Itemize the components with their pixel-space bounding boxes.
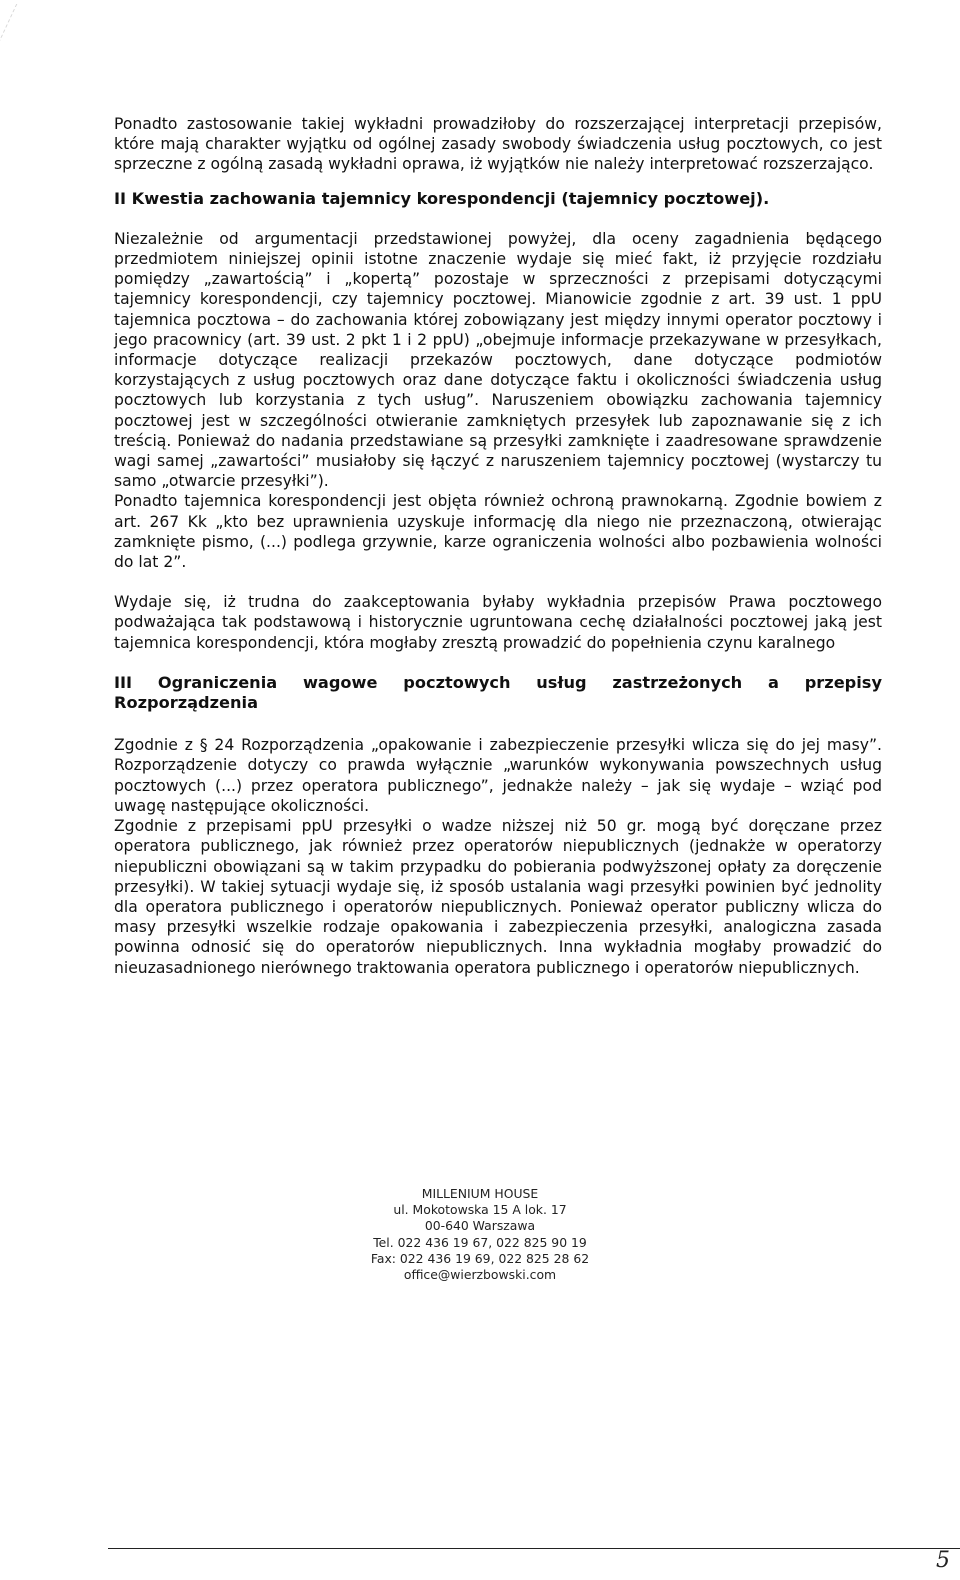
paragraph-regulation: Zgodnie z § 24 Rozporządzenia „opakowanie i zabezpieczenie przesyłki wlicza się do jej masy”. Rozporządzenie dotyczy co prawda wyłącznie „warunków wykonywania powszechnych usług pocztowych (...) przez operatora publicznego”, jednakże należy – jak się wydaje – wziąć pod uwagę następujące okoliczności. [114, 736, 882, 815]
paragraph-interpretation: Ponadto zastosowanie takiej wykładni prowadziłoby do rozszerzającej interpretacji przepisów, które mają charakter wyjątku od ogólnej zasady swobody świadczenia usług pocztowych, co jest sprzeczne z ogólną zasadą wykładni oprawa, iż wyjątków nie należy interpretować rozszerzająco. [114, 115, 882, 174]
page-number: 5 [936, 1548, 950, 1573]
footer-fax: Fax: 022 436 19 69, 022 825 28 62 [370, 1250, 590, 1266]
footer-email: office@wierzbowski.com [403, 1267, 557, 1283]
section-heading-iii: III Ograniczenia wagowe pocztowych usług zastrzeżonych a przepisy Rozporządzenia [114, 672, 882, 713]
paragraph-criminal-protection: Ponadto tajemnica korespondencji jest objęta również ochroną prawnokarną. Zgodnie bowiem z art. 267 Kk „kto bez uprawnienia uzyskuje informację dla niego nie przeznaczoną, otwierając zamknięte pismo, (...) podlega grzywnie, karze ograniczenia wolności albo pozbawienia wolności do lat 2”. [114, 492, 882, 572]
footer-city: 00-640 Warszawa [424, 1218, 536, 1234]
scan-pen-mark [0, 4, 45, 48]
paragraph-weight-rules: Zgodnie z przepisami ppU przesyłki o wadze niższej niż 50 gr. mogą być doręczane przez operatora publicznego, jak również przez operatorów niepublicznych (jednakże w operatorzy niepubliczni obowiązani są w takim przypadku do pobierania podwyższonej opłaty za doręczenie przesyłki). W takiej sytuacji wydaje się, iż sposób ustalania wagi przesyłki powinien być jednolity dla operatora publicznego i operatorów niepublicznych. Ponieważ operator publiczny wlicza do masy przesyłki wszelkie rodzaje opakowania i zabezpieczenia przesyłki, analogiczna zasada powinna odnosić się do operatorów niepublicznych. Inna wykładnia mogłaby prowadzić do nieuzasadnionego nierównego traktowania operatora publicznego i operatorów niepublicznych. [114, 817, 882, 977]
footer-street: ul. Mokotowska 15 A lok. 17 [393, 1202, 567, 1218]
document-body [114, 114, 882, 978]
section-heading-ii: II Kwestia zachowania tajemnicy korespondencji (tajemnicy pocztowej). [114, 188, 770, 208]
footer-address [0, 1186, 960, 1283]
footer-rule [108, 1548, 960, 1549]
footer-phone: Tel. 022 436 19 67, 022 825 90 19 [373, 1234, 587, 1250]
paragraph-conclusion: Wydaje się, iż trudna do zaakceptowania byłaby wykładnia przepisów Prawa pocztowego podważająca tak podstawową i historycznie ugruntowana cechę działalności pocztowej jaką jest tajemnica korespondencji, która mogłaby zresztą prowadzić do popełnienia czynu karalnego [114, 593, 882, 652]
paragraph-postal-secrecy: Niezależnie od argumentacji przedstawionej powyżej, dla oceny zagadnienia będącego przedmiotem niniejszej opinii istotne znaczenie wydaje się mieć fakt, iż przyjęcie rozdziału pomiędzy „zawartością” i „kopertą” pozostaje w sprzeczności z przepisami dotyczącymi tajemnicy korespondencji, czy tajemnicy pocztowej. Mianowicie zgodnie z art. 39 ust. 1 ppU tajemnica pocztowa – do zachowania której zobowiązany jest między innymi operator pocztowy i jego pracownicy (art. 39 ust. 2 pkt 1 i 2 ppU) „obejmuje informacje przekazywane w przesyłkach, informacje dotyczące realizacji przekazów pocztowych, dane dotyczące podmiotów korzystających z usług pocztowych oraz dane dotyczące faktu i okoliczności świadczenia usług pocztowych lub korzystania z tych usług”. Naruszeniem obowiązku zachowania tajemnicy pocztowej jest w szczególności otwieranie zamkniętych przesyłek lub zapoznawanie się z ich treścią. Ponieważ do nadania przedstawiane są przesyłki zamknięte i zaadresowane sprawdzenie wagi samej „zawartości” musiałoby się łączyć z naruszeniem tajemnicy pocztowej (wystarczy tu samo „otwarcie przesyłki”). [114, 229, 882, 491]
footer-company: MILLENIUM HOUSE [421, 1186, 539, 1201]
